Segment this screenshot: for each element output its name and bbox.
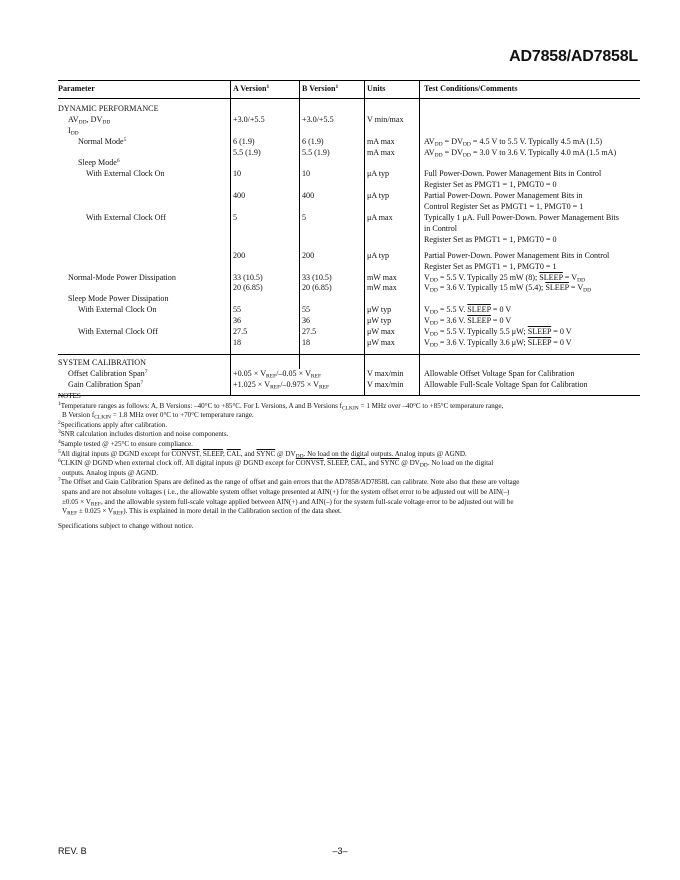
table-row [58,294,640,305]
table-row [58,338,640,349]
param-sleep-mode-power: Sleep Mode Power Dissipation [68,294,169,304]
table-row [58,316,640,327]
note-7: $^7$The Offset and Gain Calibration Spans are defined as the range of offset and gain errors that the AD7858/AD7858L can calibrate. Note also that these are voltage [58,477,520,487]
note-7-cont: $V_{REF} \pm 0.025 \times V_{REF}$). This is explained in more detail in the Calibration section of the data sheet. [62,507,342,517]
cell-a: 5 [231,213,300,224]
cell-unit: μA typ [365,169,420,180]
cell-condition: Register Set as PMGT1 = 1, PMGT0 = 0 [420,235,641,246]
cell-condition: Allowable Offset Voltage Span for Calibration [420,369,641,380]
header-b-version: B Version$^1$ [300,81,365,99]
note-6: $^6$CLKIN @ DGND when external clock off. All digital inputs @ DGND except for CONVST, SLEEP, $\overline{CAL}$, and SYNC @ $DV_{DD}$. No load on the digital [58,458,494,469]
table-row [58,169,640,180]
section-heading: SYSTEM CALIBRATION [58,354,231,368]
cell-a: 20 (6.85) [231,283,300,294]
cell-unit: V max/min [365,369,420,380]
cell-b: 55 [300,305,365,316]
cell-b: 200 [300,251,365,262]
cell-unit: μW max [365,338,420,349]
header-conditions: Test Conditions/Comments [420,81,641,99]
cell-condition: $V_{DD} = 3.6$ V. SLEEP = 0 V [420,316,641,327]
cell-unit: mW max [365,273,420,284]
cell-unit: mA max [365,137,420,148]
specifications-table [58,80,640,396]
note-7-cont: $\pm 0.05 \times V_{REF}$, and the allowable system full-scale voltage applied between AIN(+) and AIN(–) for the system full-scale voltage error to be adjusted out will be [62,497,514,508]
cell-b: 33 (10.5) [300,273,365,284]
page-number: –3– [332,846,348,856]
cell-b: 20 (6.85) [300,283,365,294]
table-row [58,213,640,224]
table-row [58,180,640,191]
cell-condition: Typically 1 μA. Full Power-Down. Power Management Bits [420,213,641,224]
cell-condition: in Control [420,224,641,235]
table-row [58,354,640,368]
cell-b: 5 [300,213,365,224]
cell-b: 36 [300,316,365,327]
cell-condition: $V_{DD} = 3.6$ V. Typically 15 mW (5.4); SLEEP = $V_{DD}$ [420,283,641,294]
cell-unit: μW typ [365,305,420,316]
cell-b: 5.5 (1.9) [300,148,365,159]
note-1: $^1$Temperature ranges as follows: A, B Versions: –40°C to +85°C. For L Versions, A and B Versions $f_{CLKIN} = 1$ MHz over –40°C to +85°C temperature range, [58,400,504,412]
notes-heading: NOTES [58,392,81,400]
cell-a: 55 [231,305,300,316]
param-sleep-ext-clock-on: With External Clock On [78,305,157,315]
cell-condition: $V_{DD} = 5.5$ V. Typically 25 mW (8); SLEEP = $V_{DD}$ [420,273,641,284]
cell-b: 27.5 [300,327,365,338]
param-gain-span: Gain Calibration Span$^7$ [68,379,144,389]
note-6-cont: outputs. Analog inputs @ AGND. [62,468,158,477]
cell-condition: $V_{DD} = 5.5$ V. SLEEP = 0 V [420,305,641,316]
table-row [58,369,640,380]
cell-condition: Control Register Set as PMGT1 = 1, PMGT0 = 1 [420,202,641,213]
cell-unit: μW typ [365,316,420,327]
table-row [58,305,640,316]
table-header-row [58,81,640,99]
note-4: $^4$Sample tested @ +25°C to ensure compliance. [58,438,193,448]
cell-a: 200 [231,251,300,262]
cell-a: 5.5 (1.9) [231,148,300,159]
cell-unit: mW max [365,283,420,294]
cell-unit: V max/min [365,380,420,391]
table-row [58,380,640,391]
table-row [58,273,640,284]
cell-condition: Partial Power-Down. Power Management Bits in Control [420,251,641,262]
cell-unit: V min/max [365,115,420,126]
cell-unit: μA max [365,213,420,224]
cell-unit: μA typ [365,251,420,262]
cell-condition: Register Set as PMGT1 = 1, PMGT0 = 1 [420,262,641,273]
cell-a: 400 [231,191,300,202]
table-row [58,104,640,115]
note-2: $^2$Specifications apply after calibration. [58,419,168,429]
cell-unit: μA typ [365,191,420,202]
param-ext-clock-off: With External Clock Off [86,212,166,222]
table-row [58,158,640,169]
param-normal-mode-power: Normal-Mode Power Dissipation [68,272,176,282]
note-5: $^5$All digital inputs @ DGND except for CONVST, SLEEP, $\overline{CAL}$, and SYNC @ $DV_{DD}$. No load on the digital outputs. Analog inputs @ AGND. [58,448,467,460]
cell-a: 33 (10.5) [231,273,300,284]
table-row [58,251,640,262]
cell-a: $+0.05 \times V_{REF}/-0.05 \times V_{REF}$ [231,369,365,380]
cell-a: 18 [231,338,300,349]
param-supply: $AV_{DD}$, $DV_{DD}$ [68,114,111,126]
param-normal-mode: Normal Mode$^5$ [78,136,127,146]
cell-unit: μW max [365,327,420,338]
table-row [58,191,640,202]
param-sleep-mode: Sleep Mode$^6$ [78,158,120,168]
table-row [58,224,640,235]
table-row [58,115,640,126]
table-row [58,235,640,246]
cell-unit: mA max [365,148,420,159]
header-a-version: A Version$^1$ [231,81,300,99]
cell-condition: $AV_{DD} = DV_{DD} = 3.0$ V to 3.6 V. Typically 4.0 mA (1.5 mA) [420,148,641,159]
cell-a: 10 [231,169,300,180]
header-units: Units [365,81,420,99]
table-row [58,262,640,273]
table-row [58,327,640,338]
cell-condition: $V_{DD} = 3.6$ V. Typically 3.6 μW; SLEEP = 0 V [420,338,641,349]
table-row [58,137,640,148]
table-row [58,148,640,159]
cell-condition: Allowable Full-Scale Voltage Span for Calibration [420,380,641,391]
cell-b: 400 [300,191,365,202]
table-row [58,202,640,213]
specifications-disclaimer: Specifications subject to change without notice. [58,521,194,530]
header-parameter: Parameter [58,81,231,99]
table-row [58,283,640,294]
notes-section [58,392,640,531]
cell-b: 10 [300,169,365,180]
table-row [58,126,640,137]
note-1-cont: B Version $f_{CLKIN} = 1.8$ MHz over 0°C to +70°C temperature range. [62,411,254,421]
cell-a: +3.0/+5.5 [231,115,300,126]
section-heading: DYNAMIC PERFORMANCE [58,103,159,113]
param-offset-span: Offset Calibration Span$^7$ [68,368,148,378]
cell-a: $+1.025 \times V_{REF}/-0.975 \times V_{REF}$ [231,380,365,391]
cell-a: 6 (1.9) [231,137,300,148]
cell-condition: Full Power-Down. Power Management Bits in Control [420,169,641,180]
cell-b: 18 [300,338,365,349]
cell-condition: $AV_{DD} = DV_{DD} = 4.5$ V to 5.5 V. Typically 4.5 mA (1.5) [420,137,641,148]
param-ext-clock-on: With External Clock On [86,169,165,179]
cell-condition: $V_{DD} = 5.5$ V. Typically 5.5 μW; SLEEP = 0 V [420,327,641,338]
cell-a: 27.5 [231,327,300,338]
cell-b: 6 (1.9) [300,137,365,148]
cell-b: +3.0/+5.5 [300,115,365,126]
revision-label: REV. B [58,846,87,856]
param-sleep-ext-clock-off: With External Clock Off [78,327,158,337]
note-3: $^3$SNR calculation includes distortion and noise components. [58,429,229,439]
cell-a: 36 [231,316,300,327]
part-number-heading: AD7858/AD7858L [509,48,638,65]
param-idd: $I_{DD}$ [68,125,79,137]
cell-condition: Register Set as PMGT1 = 1, PMGT0 = 0 [420,180,641,191]
cell-condition: Partial Power-Down. Power Management Bits in [420,191,641,202]
note-7-cont: spans and are not absolute voltages ( i.e., the allowable system offset voltage presented at AIN(+) for the system offset error to be adjusted out will be AIN(–) [62,487,510,496]
